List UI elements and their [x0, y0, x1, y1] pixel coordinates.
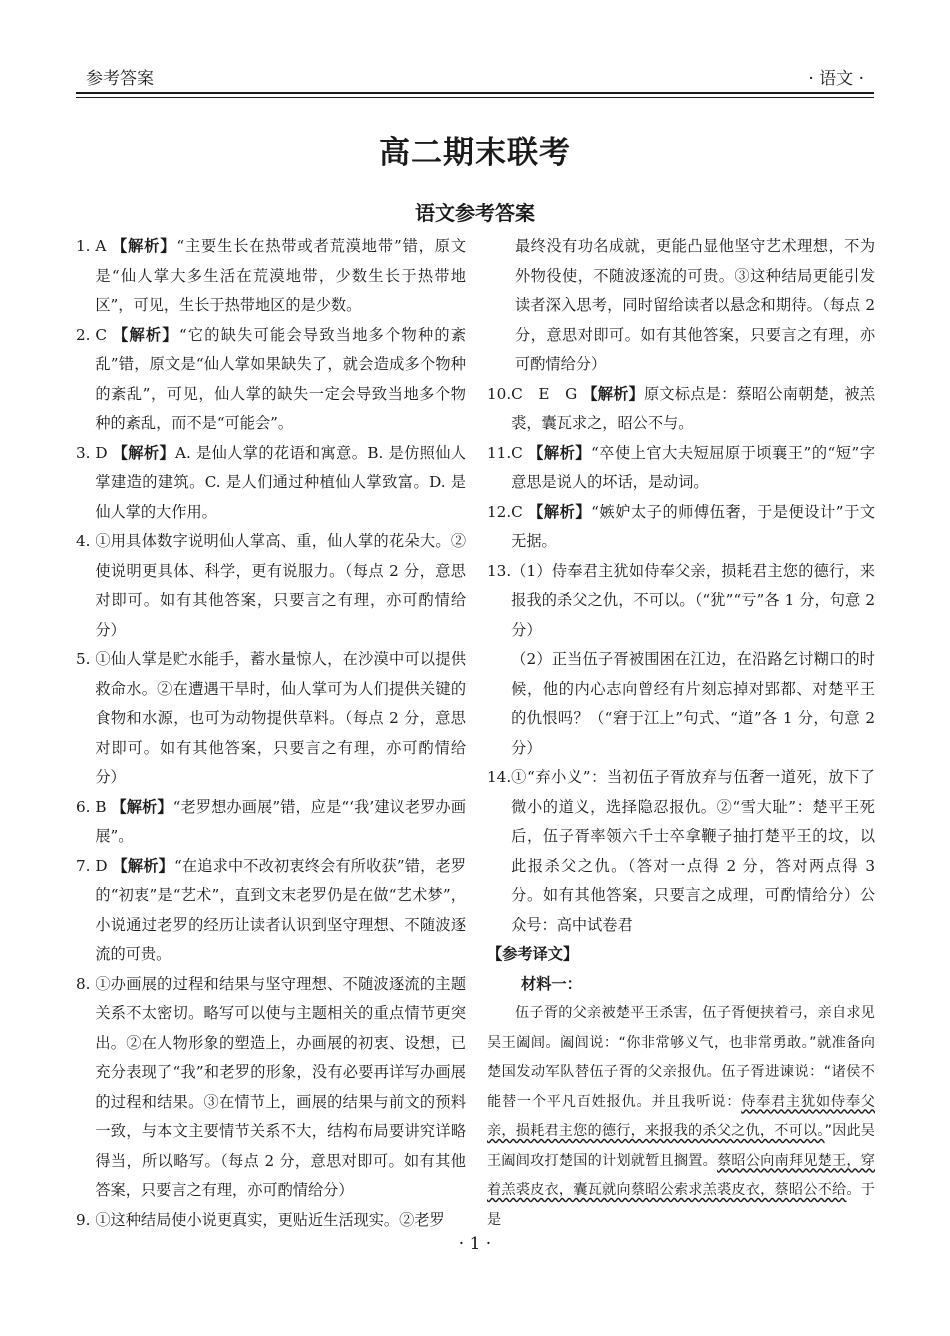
answer-item-2 [76, 321, 466, 439]
item-body: “它的缺失可能会导致当地多个物种的紊乱”错，原文是“仙人掌如果缺失了，就会造成多个物种的紊乱”，可见，仙人掌的缺失一定会导致当地多个物种的紊乱，而不是“可能会”。 [95, 325, 467, 432]
translation-underlined-sentence-2: 蔡昭公向南拜见楚王，穿着羔裘皮衣，囊瓦就向蔡昭公索求羔裘皮衣，蔡昭公不给 [487, 1152, 875, 1198]
answer-item-9 [76, 1206, 466, 1236]
translation-underlined-sentence-1: 侍奉君主犹如侍奉父亲，损耗君主您的德行，来报我的杀父之仇，不可以。 [487, 1093, 875, 1139]
item-number: 14. [487, 768, 512, 786]
analysis-tag: 【解析】 [528, 502, 592, 521]
answer-item-3 [76, 439, 466, 528]
item-body: A. 是仙人掌的花语和寓意。B. 是仿照仙人掌建造的建筑。C. 是人们通过种植仙人掌致富。D. 是仙人掌的大作用。 [95, 443, 467, 521]
translation-text: 伍子胥的父亲被楚平王杀害，伍子胥便挟着弓，亲自求见吴王阖闾。阖闾说：“你非常够义气，也非常勇敢。”就准备向楚国发动军队替伍子胥的父亲报仇。伍子胥进谏说：“诸侯不能替一个平凡百姓报仇。并且我听说： [487, 1005, 875, 1110]
analysis-tag: 【解析】 [528, 443, 591, 462]
right-column [487, 232, 875, 1235]
answer-item-6 [76, 793, 466, 852]
item-answer: A [95, 237, 107, 255]
header-rule-thin [76, 97, 874, 98]
page-number: · 1 · [458, 1234, 492, 1254]
analysis-tag: 【解析】 [582, 384, 645, 403]
item-body: 原文标点是：蔡昭公南朝楚，被羔裘，囊瓦求之，昭公不与。 [511, 384, 876, 432]
item-number: 6. [76, 797, 96, 816]
translation-text: 。于是 [487, 1182, 875, 1228]
analysis-tag: 【解析】 [111, 797, 173, 816]
item-body: “嫉妒太子的师傅伍奢，于是便设计”于文无据。 [511, 502, 876, 550]
analysis-tag: 【解析】 [113, 325, 179, 344]
item-answer: B [95, 797, 107, 816]
answer-item-5 [76, 645, 466, 793]
item-number: 2. [76, 325, 96, 344]
running-header [76, 60, 874, 90]
item-body: ①用具体数字说明仙人掌高、重，仙人掌的花朵大。②使说明更具体、科学，更有说服力。（每点 2 分，意思对即可。如有其他答案，只要言之有理，亦可酌情给分） [95, 532, 466, 639]
translation-paragraph [487, 999, 875, 1235]
left-column [76, 232, 466, 1235]
answer-item-8 [76, 970, 466, 1206]
item-body: “卒使上官大夫短屈原于顷襄王”的“短”字意思是说人的坏话，是动词。 [511, 443, 876, 491]
header-section-label: 参考答案 [86, 69, 154, 89]
answer-item-4 [76, 527, 466, 645]
translation-text: ”因此吴王阖闾攻打楚国的计划就暂且搁置。 [487, 1123, 875, 1169]
answer-item-13 [487, 557, 875, 764]
item-number: 13. [487, 561, 512, 580]
answer-item-11 [487, 439, 875, 498]
material-heading: 材料一： [521, 974, 582, 993]
page-subtitle: 语文参考答案 [415, 201, 535, 225]
item-body: “在追求中不改初衷终会有所收获”错，老罗的“初衷”是“艺术”，直到文末老罗仍是在做“艺术梦”，小说通过老罗的经历让读者认识到坚守理想、不随波逐流的可贵。 [95, 856, 467, 963]
item-number: 9. [76, 1210, 96, 1229]
answer-item-1 [76, 232, 466, 321]
analysis-tag: 【解析】 [112, 237, 177, 255]
header-rule [76, 92, 874, 94]
answer-item-12 [487, 498, 875, 557]
item-13-part-1: （1）侍奉君主犹如侍奉父亲，损耗君主您的德行，来报我的杀父之仇，不可以。（“犹”“亏”各 1 分，句意 2 分） [511, 561, 875, 639]
item-number: 11. [487, 443, 512, 462]
item-body: “主要生长在热带或者荒漠地带”错，原文是“仙人掌大多生活在荒漠地带，少数生长于热带地区”，可见，生长于热带地区的是少数。 [95, 237, 467, 314]
item-answer: C E G [511, 384, 578, 403]
item-number: 3. [76, 443, 96, 462]
header-subject-label: · 语文 · [808, 69, 864, 89]
item-answer: D [95, 443, 108, 462]
translation-heading: 【参考译文】 [487, 945, 579, 963]
item-13-part-2: （2）正当伍子胥被围困在江边，在沿路乞讨糊口的时候，他的内心志向曾经有片刻忘掉对郢都、对楚平王的仇恨吗？（“窘于江上”句式、“道”各 1 分，句意 2 分） [511, 650, 875, 757]
item-answer: C [511, 502, 523, 521]
item-answer: C [95, 325, 107, 344]
answer-item-14 [487, 763, 875, 940]
item-answer: D [95, 856, 108, 875]
answer-item-7 [76, 852, 466, 970]
item-number: 7. [76, 856, 96, 875]
item-body: ①仙人掌是贮水能手，蓄水量惊人，在沙漠中可以提供救命水。②在遭遇干旱时，仙人掌可为人们提供关键的食物和水源，也可为动物提供草料。（每点 2 分，意思对即可。如有其他答案，只要言之有理，亦可酌情给分） [95, 650, 466, 786]
item-number: 1. [76, 237, 96, 255]
page-title: 高二期末联考 [379, 135, 571, 171]
item-body: “老罗想办画展”错，应是“‘我’建议老罗办画展”。 [95, 797, 467, 845]
item-body: ①这种结局使小说更真实，更贴近生活现实。②老罗 [95, 1210, 445, 1229]
answer-item-9-continued: 最终没有功名成就，更能凸显他坚守艺术理想，不为外物役使，不随波逐流的可贵。③这种结局更能引发读者深入思考，同时留给读者以悬念和期待。（每点 2 分，意思对即可。如有其他答案，只要言之有理，亦可酌情给分） [515, 237, 875, 373]
item-number: 4. [76, 532, 96, 550]
item-number: 10. [487, 384, 512, 403]
analysis-tag: 【解析】 [112, 443, 176, 462]
item-number: 8. [76, 974, 96, 993]
item-answer: C [511, 443, 523, 462]
item-number: 12. [487, 502, 512, 521]
answer-item-10 [487, 380, 875, 439]
item-body: ①“弃小义”：当初伍子胥放弃与伍奢一道死，放下了微小的道义，选择隐忍报仇。②“雪大耻”：楚平王死后，伍子胥率领六千士卒拿鞭子抽打楚平王的坟，以此报杀父之仇。（答对一点得 2 分，答对两点得 3 分。如有其他答案，只要言之成理，可酌情给分）公众号：高中试卷君 [511, 768, 875, 934]
item-body: ①办画展的过程和结果与坚守理想、不随波逐流的主题关系不太密切。略写可以使与主题相关的重点情节更突出。②在人物形象的塑造上，办画展的初衷、设想，已充分表现了“我”和老罗的形象，没有必要再详写办画展的过程和结果。③在情节上，画展的结果与前文的预料一致，与本文主要情节关系不大，结构布局要讲究详略得当，所以略写。（每点 2 分，意思对即可。如有其他答案，只要言之有理，亦可酌情给分） [95, 974, 466, 1199]
analysis-tag: 【解析】 [112, 856, 174, 875]
item-number: 5. [76, 650, 96, 668]
